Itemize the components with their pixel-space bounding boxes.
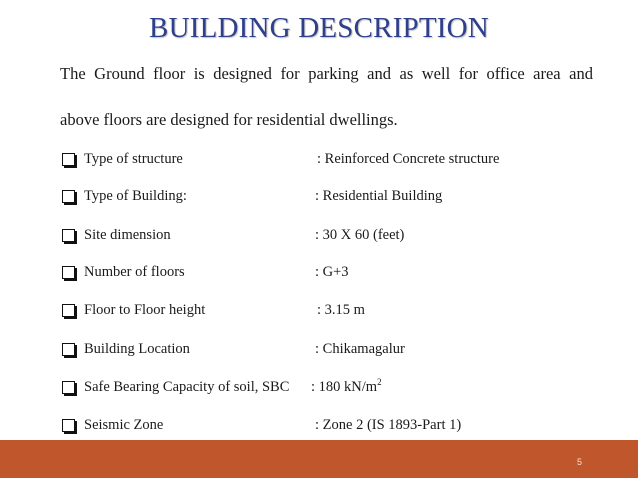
item-label: Safe Bearing Capacity of soil, SBC [84,379,290,395]
unit-superscript: 2 [377,377,382,387]
list-item [62,188,622,208]
list-item [62,417,622,437]
item-label: Type of Building: [84,188,187,204]
item-value: : Reinforced Concrete structure [317,151,500,167]
checkbox-bullet-icon [62,190,75,203]
item-label: Building Location [84,341,190,357]
item-label: Number of floors [84,264,185,280]
checkbox-bullet-icon [62,153,75,166]
item-label: Site dimension [84,227,171,243]
checkbox-bullet-icon [62,381,75,394]
item-value: : G+3 [315,264,349,280]
item-value: : Zone 2 (IS 1893-Part 1) [315,417,462,433]
list-item [62,264,622,284]
checkbox-bullet-icon [62,304,75,317]
list-item [62,151,622,171]
list-item [62,227,622,247]
item-value: : Residential Building [315,188,443,204]
footer-bar [0,440,638,478]
item-value-text: : 180 kN/m [311,379,378,395]
list-item [62,341,622,361]
item-value: : 3.15 m [317,302,365,318]
checkbox-bullet-icon [62,229,75,242]
item-value [311,379,382,396]
list-item [62,302,622,322]
checkbox-bullet-icon [62,343,75,356]
item-label: Floor to Floor height [84,302,206,318]
checkbox-bullet-icon [62,419,75,432]
item-value: : Chikamagalur [315,341,405,357]
checkbox-bullet-icon [62,266,75,279]
intro-line-2: above floors are designed for residential dwellings. [60,110,398,129]
list-item [62,379,622,399]
item-value: : 30 X 60 (feet) [315,227,405,243]
item-label: Seismic Zone [84,417,164,433]
item-label: Type of structure [84,151,183,167]
intro-line-1: The Ground floor is designed for parking and as well for office area and [60,64,593,83]
page-number: 5 [576,457,582,467]
slide-title: BUILDING DESCRIPTION [149,12,489,44]
